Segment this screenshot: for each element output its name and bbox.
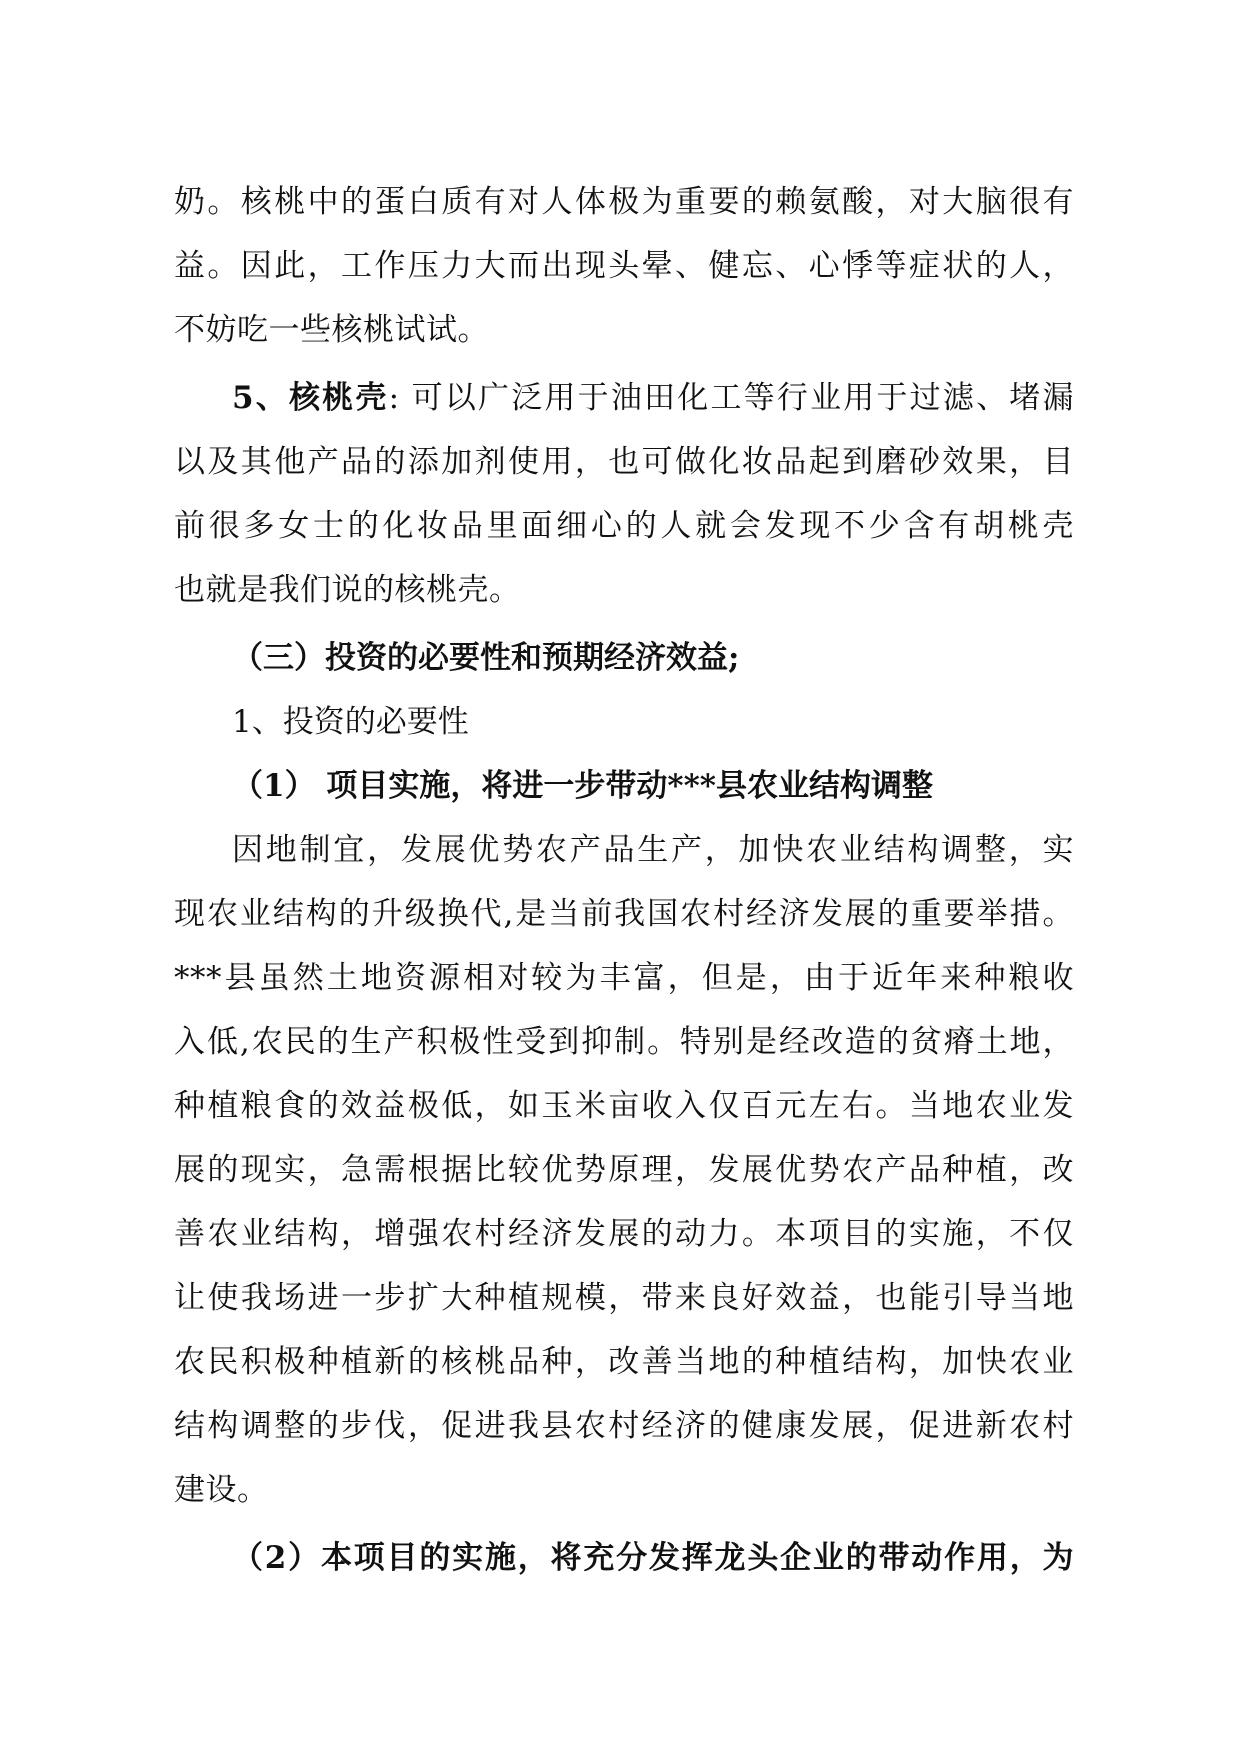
- item-heading: （1） 项目实施，将进一步带动***县农业结构调整: [232, 768, 933, 804]
- walnut-shell-text: : 可以广泛用于油田化工等行业用于过滤、堵漏: [388, 380, 1075, 416]
- paragraph-line: 奶。核桃中的蛋白质有对人体极为重要的赖氨酸，对大脑很有: [174, 184, 1074, 220]
- paragraph-line: 让使我场进一步扩大种植规模，带来良好效益，也能引导当地: [174, 1280, 1074, 1316]
- paragraph-line: 前很多女士的化妆品里面细心的人就会发现不少含有胡桃壳: [174, 508, 1074, 544]
- paragraph-line: 益。因此，工作压力大而出现头晕、健忘、心悸等症状的人，: [174, 248, 1074, 284]
- paragraph-line: 农民积极种植新的核桃品种，改善当地的种植结构，加快农业: [174, 1344, 1074, 1380]
- paragraph-line: ***县虽然土地资源相对较为丰富，但是，由于近年来种粮收: [174, 960, 1074, 996]
- paragraph-line: 善农业结构，增强农村经济发展的动力。本项目的实施，不仅: [174, 1216, 1074, 1252]
- paragraph-line: 现农业结构的升级换代,是当前我国农村经济发展的重要举措。: [174, 896, 1074, 932]
- paragraph-line: 因地制宜，发展优势农产品生产，加快农业结构调整，实: [232, 832, 1074, 868]
- paragraph-line: 不妨吃一些核桃试试。: [174, 312, 489, 348]
- section-heading: （三）投资的必要性和预期经济效益;: [232, 640, 740, 676]
- paragraph-line: 展的现实，急需根据比较优势原理，发展优势农产品种植，改: [174, 1152, 1074, 1188]
- paragraph-line: 种植粮食的效益极低，如玉米亩收入仅百元左右。当地农业发: [174, 1088, 1074, 1124]
- item-heading: （2）本项目的实施，将充分发挥龙头企业的带动作用，为: [232, 1540, 1074, 1576]
- paragraph-line-walnut-shell: [232, 372, 1074, 424]
- subsection-heading: 1、投资的必要性: [232, 704, 469, 740]
- paragraph-line: 以及其他产品的添加剂使用，也可做化妆品起到磨砂效果，目: [174, 444, 1074, 480]
- paragraph-line: 也就是我们说的核桃壳。: [174, 572, 521, 608]
- paragraph-line: 建设。: [174, 1472, 269, 1508]
- paragraph-line: 入低,农民的生产积极性受到抑制。特别是经改造的贫瘠土地，: [174, 1024, 1074, 1060]
- paragraph-line: 结构调整的步伐，促进我县农村经济的健康发展，促进新农村: [174, 1408, 1074, 1444]
- walnut-shell-label: 5、核桃壳: [232, 380, 389, 416]
